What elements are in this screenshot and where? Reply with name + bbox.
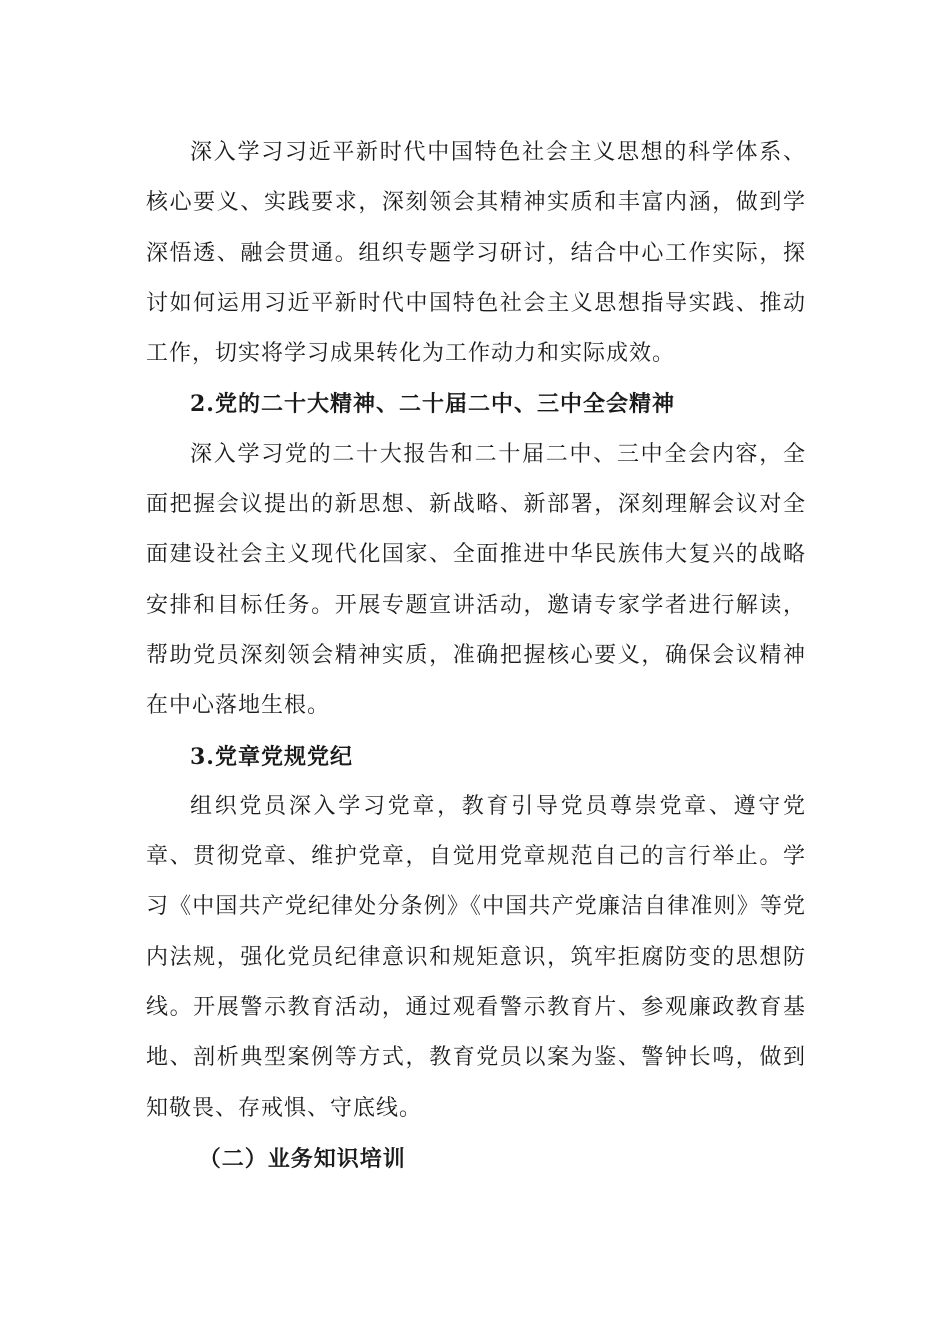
heading-business-training: （二）业务知识培训 (198, 1145, 406, 1172)
document-page (146, 128, 806, 1184)
heading-twentieth-congress: 2.党的二十大精神、二十届二中、三中全会精神 (190, 391, 675, 418)
paragraph-party-rules: 组织党员深入学习党章，教育引导党员尊崇党章、遵守党章、贯彻党章、维护党章，自觉用党章规范自己的言行举止。学习《中国共产党纪律处分条例》《中国共产党廉洁自律准则》等党内法规，强化党员纪律意识和规矩意识，筑牢拒腐防变的思想防线。开展警示教育活动，通过观看警示教育片、参观廉政教育基地、剖析典型案例等方式，教育党员以案为鉴、警钟长鸣，做到知敬畏、存戒惧、守底线。 (146, 793, 806, 1121)
paragraph-congress-study: 深入学习党的二十大报告和二十届二中、三中全会内容，全面把握会议提出的新思想、新战略、新部署，深刻理解会议对全面建设社会主义现代化国家、全面推进中华民族伟大复兴的战略安排和目标任务。开展专题宣讲活动，邀请专家学者进行解读，帮助党员深刻领会精神实质，准确把握核心要义，确保会议精神在中心落地生根。 (146, 441, 806, 719)
heading-party-rules: 3.党章党规党纪 (190, 743, 353, 770)
paragraph-thought-study: 深入学习习近平新时代中国特色社会主义思想的科学体系、核心要义、实践要求，深刻领会其精神实质和丰富内涵，做到学深悟透、融会贯通。组织专题学习研讨，结合中心工作实际，探讨如何运用习近平新时代中国特色社会主义思想指导实践、推动工作，切实将学习成果转化为工作动力和实际成效。 (146, 140, 806, 367)
